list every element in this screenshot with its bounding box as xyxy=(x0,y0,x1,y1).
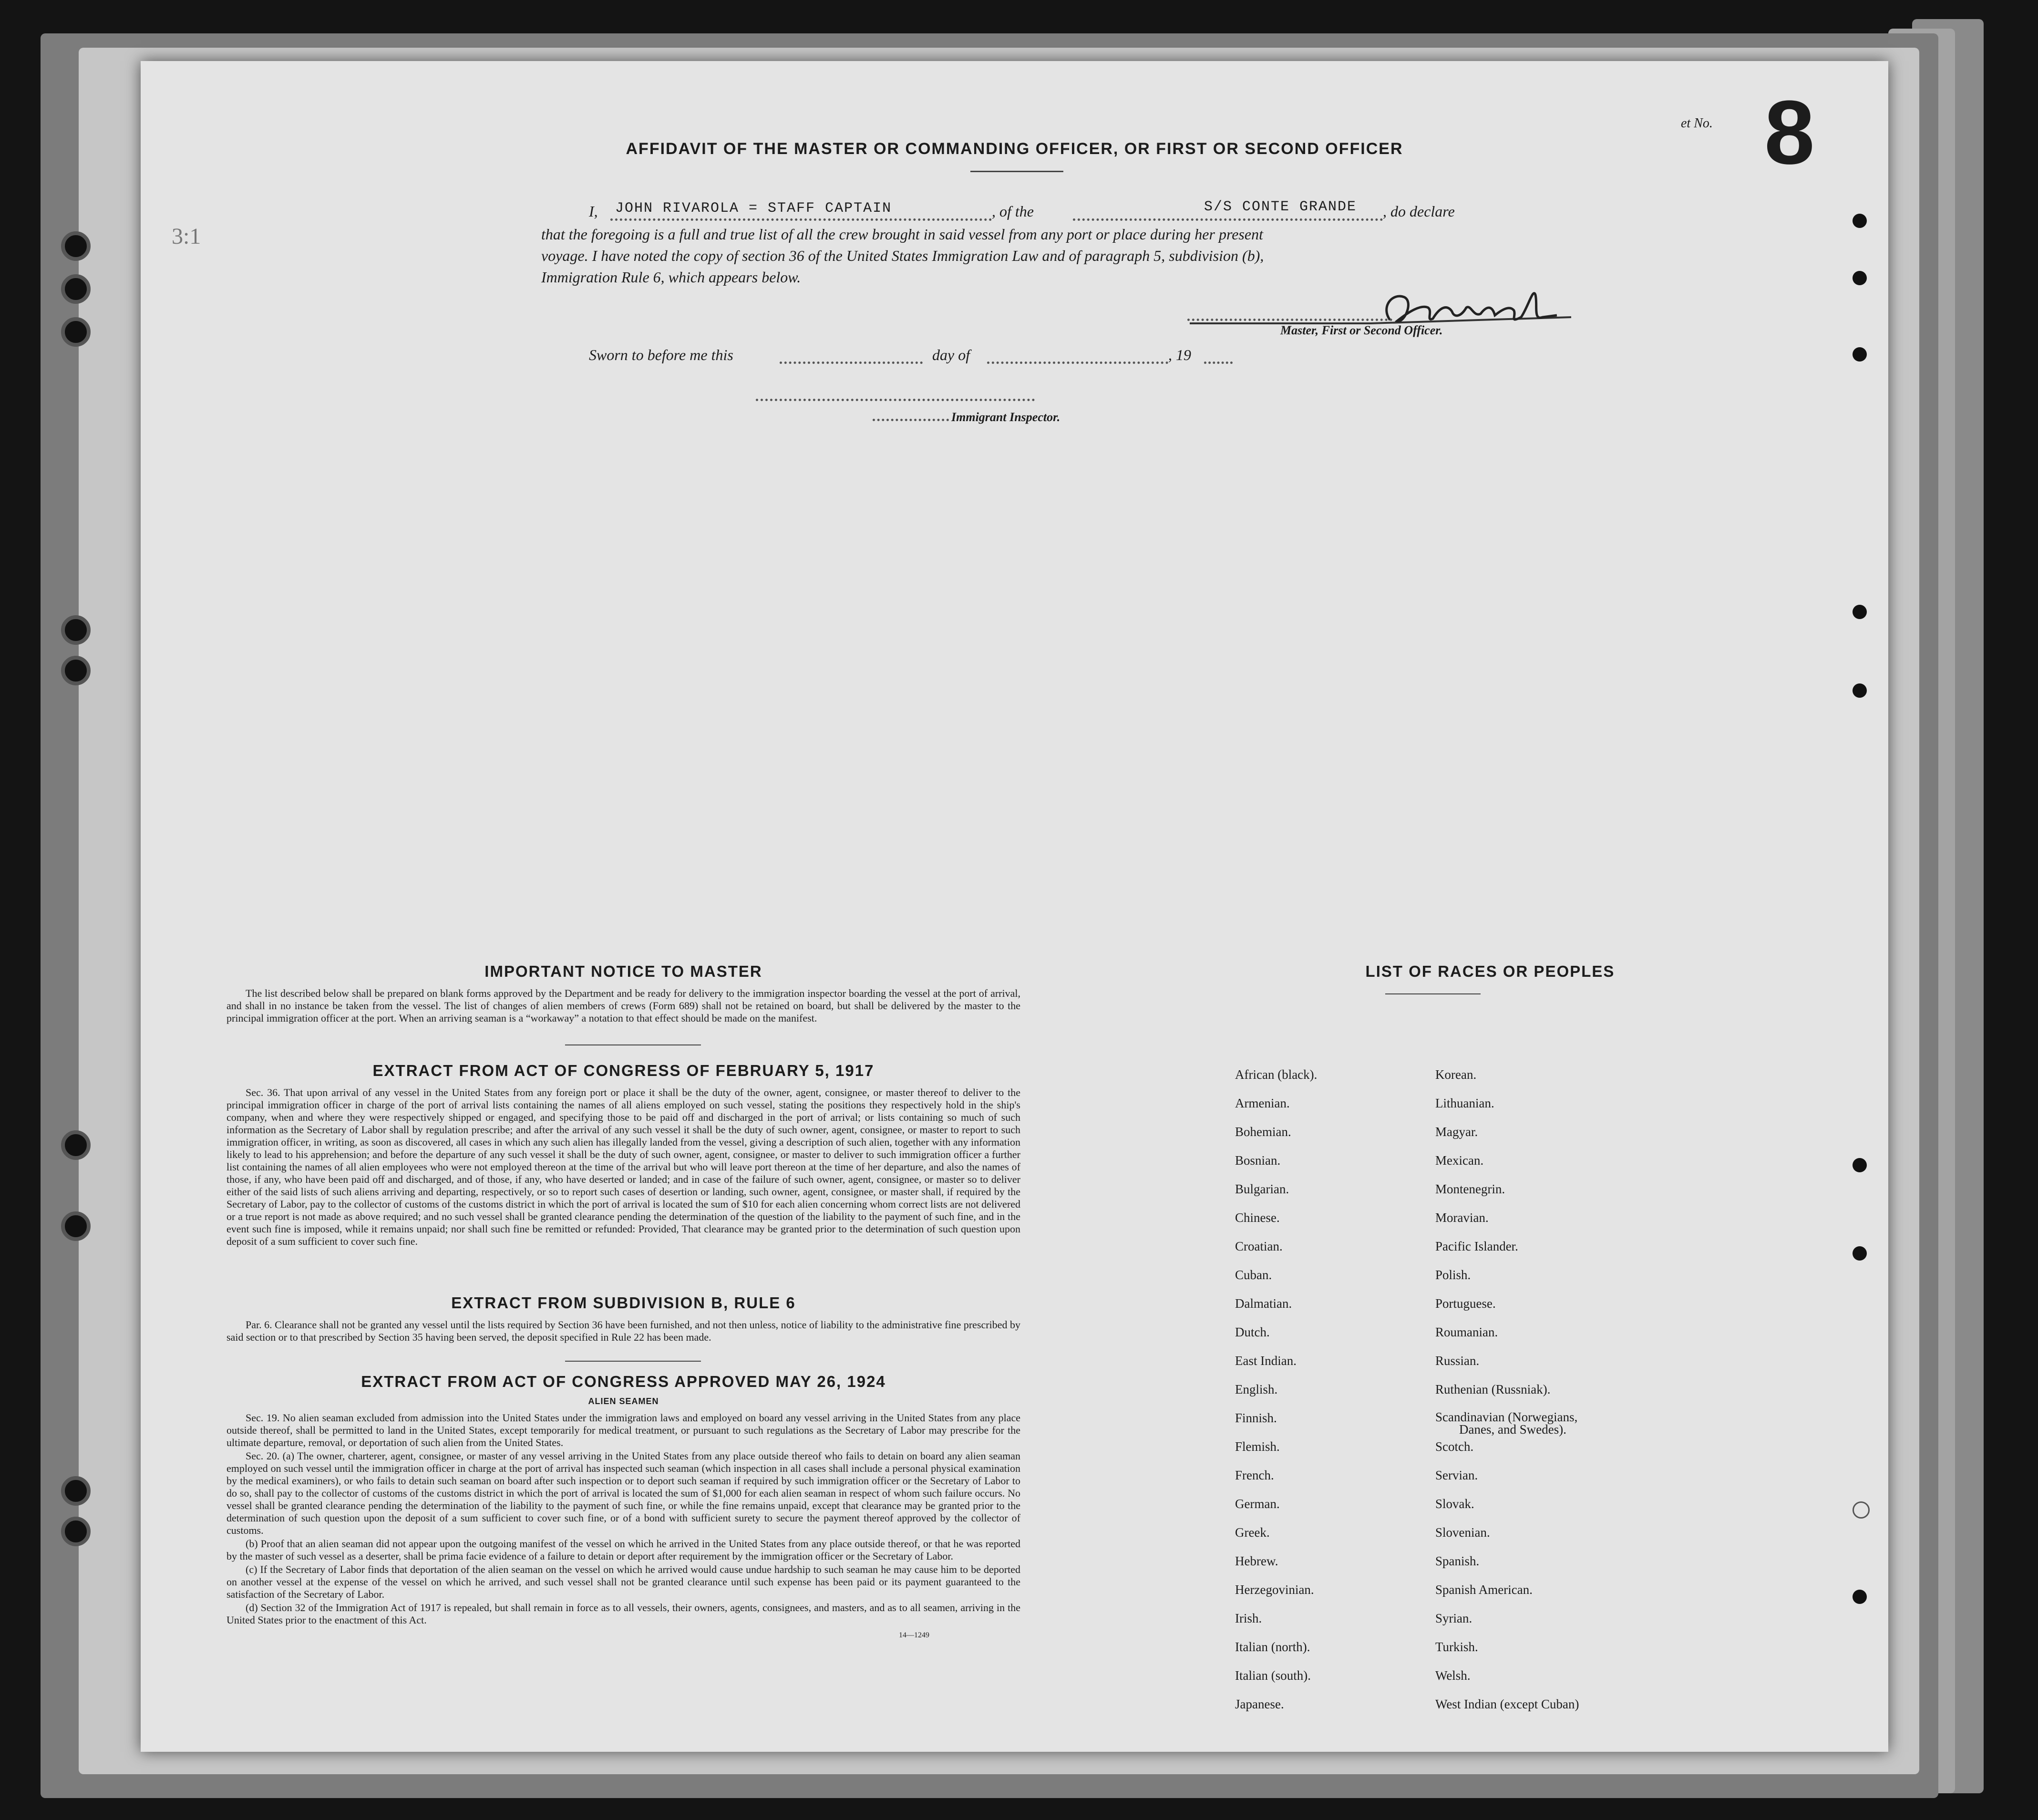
sworn-text: Sworn to before me this xyxy=(589,346,733,363)
sec-20d-text: (d) Section 32 of the Immigration Act of 1917 is repealed, but shall remain in force as to all vessels, their owners, agents, consignees, and masters, and as to all seamen, arriving in the United States prior to the enactment of this Act. xyxy=(226,1602,1020,1626)
affidavit-intro: I, xyxy=(589,203,598,220)
race-item: Dalmatian. xyxy=(1235,1296,1292,1311)
extract-1924-title: EXTRACT FROM ACT OF CONGRESS APPROVED MAY 26, 1924 xyxy=(361,1373,886,1390)
manifest-sheet xyxy=(141,61,1888,1752)
race-item: Turkish. xyxy=(1435,1640,1478,1654)
extract-1917-body: Sec. 36. That upon arrival of any vessel in the United States from any foreign port or place it shall be the duty of the owner, agent, consignee, or master thereof to deliver to the principal immigration officer in charge of the port of arrival lists containing the names of all aliens employed on such vessel, stating the positions they respectively hold in the ship's company, when and where they were respectively shipped or engaged, and specifying those to be paid off and discharged in the port of arrival; or lists containing so much of such information as the Secretary of Labor shall by regulation prescribe; and after the arrival of any such vessel it shall be the duty of such owner, agent, consignee, or master to report to such immigration officer, in writing, as soon as discovered, all cases in which any such alien has illegally landed from the vessel, giving a description of such alien, together with any information likely to lead to his apprehension; and before the departure of any such vessel it shall be the duty of such owner, agent, consignee, or master to deliver to such immigration officer a further list containing the names of all alien employees who were not employed thereon at the time of the arrival but who will leave port thereon at the time of her departure, and also the names of those, if any, who have been paid off and discharged, and of those, if any, who have deserted or landed; and in case of the failure of such owner, agent, consignee, or master so to deliver either of the said lists of such aliens arriving and departing, respectively, or so to report such cases of desertion or landing, such owner, agent, consignee, or master shall, if required by the Secretary of Labor, pay to the collector of customs of the customs district in which the port of arrival is located the sum of $10 for each alien concerning whom correct lists are not delivered or a true report is not made as above required; and no such vessel shall be granted clearance pending the determination of the question of the liability to the payment of such fine, and in the event such fine is imposed, while it remains unpaid; nor shall such fine be remitted or refunded: Provided, That clearance may be granted prior to the determination of such question upon deposit of a sum sufficient to cover such fine. xyxy=(226,1086,1020,1247)
signature-dotted-line xyxy=(1187,319,1392,321)
race-item xyxy=(1435,1411,1579,1439)
race-item: Bosnian. xyxy=(1235,1153,1281,1168)
races-title: LIST OF RACES OR PEOPLES xyxy=(1365,962,1615,980)
race-item: Hebrew. xyxy=(1235,1554,1278,1568)
race-item: Welsh. xyxy=(1435,1668,1471,1683)
binder-hole xyxy=(61,317,91,347)
extract-1924-subtitle: ALIEN SEAMEN xyxy=(588,1396,659,1406)
race-item: Italian (north). xyxy=(1235,1640,1310,1654)
binder-hole xyxy=(61,231,91,261)
race-item: Italian (south). xyxy=(1235,1668,1311,1683)
sec-20b-text: (b) Proof that an alien seaman did not appear upon the outgoing manifest of the vessel on which he arrived in the United States from any place outside thereof, or that he was reported by the master of such vessel as a deserter, shall be prima facie evidence of a failure to detain or deport after requirement by the immigration officer or the Secretary of Labor. xyxy=(226,1538,1020,1562)
race-item-label: Scandinavian (Norwegians, xyxy=(1435,1410,1578,1424)
binder-hole xyxy=(1853,214,1867,228)
race-item: Herzegovinian. xyxy=(1235,1582,1314,1597)
race-item: African (black). xyxy=(1235,1067,1317,1082)
affidavit-title-rule xyxy=(970,171,1063,172)
affidavit-line-2: that the foregoing is a full and true list of all the crew brought in said vessel from any port or place during her present xyxy=(541,226,1263,243)
race-item: Polish. xyxy=(1435,1268,1471,1282)
sheet-number: 8 xyxy=(1764,82,1815,183)
race-item: Scotch. xyxy=(1435,1439,1474,1454)
binder-hole xyxy=(61,1517,91,1546)
race-item: Chinese. xyxy=(1235,1210,1280,1225)
inspector-caption: Immigrant Inspector. xyxy=(951,410,1060,424)
notice-title: IMPORTANT NOTICE TO MASTER xyxy=(484,962,762,980)
binder-hole xyxy=(1853,1590,1867,1604)
signature-caption: Master, First or Second Officer. xyxy=(1280,323,1443,337)
binder-hole xyxy=(1853,347,1867,362)
race-item: West Indian (except Cuban) xyxy=(1435,1697,1579,1711)
affidavit-line-3: voyage. I have noted the copy of section 36 of the United States Immigration Law and of paragraph 5, subdivision (b), xyxy=(541,247,1264,264)
sworn-day-line xyxy=(780,362,923,364)
race-item: Greek. xyxy=(1235,1525,1270,1540)
race-item: Magyar. xyxy=(1435,1125,1478,1139)
binder-hole xyxy=(61,274,91,304)
sec-20a-text: Sec. 20. (a) The owner, charterer, agent, consignee, or master of any vessel arriving in the United States from any place outside thereof who fails to detain on board any alien seaman employed on such vessel until the immigration officer in charge at the port of arrival has inspected such seaman (which inspection in all cases shall include a personal physical examination by the medical examiners), or who fails to detain such seaman on board after such inspection or to deport such seaman if required by such immigration officer or the Secretary of Labor to do so, shall pay to the collector of customs of the customs district in which the port of arrival is located the sum of $1,000 for each alien seaman in respect of whom such failure occurs. No vessel shall be granted clearance pending the determination of the liability to the payment of such fine, or while the fine remains unpaid, except that clearance may be granted prior to the determination of such question upon the deposit of a sum sufficient to cover such fine, or of a bond with sufficient surety to secure the payment thereof approved by the collector of customs. xyxy=(226,1450,1020,1536)
do-declare-text: , do declare xyxy=(1383,203,1455,220)
extract-1917-title: EXTRACT FROM ACT OF CONGRESS OF FEBRUARY 5, 1917 xyxy=(372,1062,875,1079)
inspector-line xyxy=(756,399,1035,401)
races-column-1 xyxy=(1235,1067,1317,1726)
sheet-number-label: et No. xyxy=(1681,116,1713,131)
race-item: Lithuanian. xyxy=(1435,1096,1494,1110)
binder-hole xyxy=(1853,605,1867,619)
race-item: Syrian. xyxy=(1435,1611,1472,1625)
race-item: Bulgarian. xyxy=(1235,1182,1289,1196)
vessel-name-field: S/S CONTE GRANDE xyxy=(1204,199,1357,215)
race-item: Korean. xyxy=(1435,1067,1477,1082)
race-item: Montenegrin. xyxy=(1435,1182,1505,1196)
race-item: Bohemian. xyxy=(1235,1125,1291,1139)
form-number: 14—1249 xyxy=(899,1631,929,1639)
binder-hole xyxy=(1853,271,1867,285)
races-rule xyxy=(1385,993,1481,994)
vessel-dotted-line xyxy=(1073,218,1383,221)
race-item: Finnish. xyxy=(1235,1411,1277,1425)
binder-hole xyxy=(1853,1501,1870,1519)
race-item: Mexican. xyxy=(1435,1153,1484,1168)
races-column-2 xyxy=(1435,1067,1579,1726)
affidavit-line-4: Immigration Rule 6, which appears below. xyxy=(541,269,801,286)
inspector-line-short xyxy=(873,419,949,421)
binder-hole xyxy=(61,1476,91,1506)
race-item: English. xyxy=(1235,1382,1278,1396)
notice-body: The list described below shall be prepared on blank forms approved by the Department and be ready for delivery to the immigration inspector boarding the vessel at the port of arrival, and shall in no instance be taken from the vessel. The list of changes of alien members of crews (Form 689) shall not be retained on board, but shall be delivered by the master to the principal immigration officer at the port. When an arriving seaman is a “workaway” a notation to that effect should be made on the manifest. xyxy=(226,987,1020,1024)
officer-name-field: JOHN RIVAROLA = STAFF CAPTAIN xyxy=(615,200,892,217)
binder-hole xyxy=(1853,683,1867,698)
margin-mark: 3:1 xyxy=(172,224,201,249)
race-item: East Indian. xyxy=(1235,1354,1297,1368)
race-item-continuation: Danes, and Swedes). xyxy=(1459,1422,1566,1437)
extract-1924-body xyxy=(226,1412,1020,1627)
name-dotted-line xyxy=(610,218,992,221)
race-item: Servian. xyxy=(1435,1468,1478,1482)
race-item: Portuguese. xyxy=(1435,1296,1496,1311)
race-item: Roumanian. xyxy=(1435,1325,1498,1339)
sec-20c-text: (c) If the Secretary of Labor finds that deportation of the alien seaman on the vessel on which he arrived would cause undue hardship to such seaman he may cause him to be deported on another vessel at the expense of the vessel on which he arrived, and such vessel shall not be granted clearance until such expense has been paid or its payment guaranteed to the satisfaction of the Secretary of Labor. xyxy=(226,1563,1020,1600)
race-item: Flemish. xyxy=(1235,1439,1280,1454)
race-item: Pacific Islander. xyxy=(1435,1239,1518,1253)
race-item: Spanish American. xyxy=(1435,1582,1533,1597)
year-text: , 19 xyxy=(1168,346,1191,363)
race-item: Moravian. xyxy=(1435,1210,1489,1225)
binder-hole xyxy=(1853,1246,1867,1261)
race-item: Croatian. xyxy=(1235,1239,1283,1253)
race-item: Slovenian. xyxy=(1435,1525,1490,1540)
race-item: Russian. xyxy=(1435,1354,1480,1368)
race-item: Cuban. xyxy=(1235,1268,1272,1282)
race-item: Armenian. xyxy=(1235,1096,1290,1110)
race-item: Dutch. xyxy=(1235,1325,1270,1339)
race-item: Irish. xyxy=(1235,1611,1262,1625)
binder-hole xyxy=(61,1130,91,1160)
race-item: Japanese. xyxy=(1235,1697,1284,1711)
affidavit-title: AFFIDAVIT OF THE MASTER OR COMMANDING OFFICER, OR FIRST OR SECOND OFFICER xyxy=(626,140,1403,158)
binder-hole xyxy=(61,615,91,645)
rule6-rule xyxy=(565,1361,701,1362)
race-item: Slovak. xyxy=(1435,1497,1474,1511)
race-item: Ruthenian (Russniak). xyxy=(1435,1382,1551,1396)
binder-hole xyxy=(61,656,91,685)
sec-19-text: Sec. 19. No alien seaman excluded from admission into the United States under the immigration laws and employed on board any vessel arriving in the United States from any place outside thereof, shall be permitted to land in the United States, except temporarily for medical treatment, or pursuant to such regulations as the Secretary of Labor may prescribe for the ultimate departure, removal, or deportation of such alien from the United States. xyxy=(226,1412,1020,1448)
rule6-body: Par. 6. Clearance shall not be granted any vessel until the lists required by Section 36 have been furnished, and not then unless, notice of liability to the administrative fine prescribed by said section or to that prescribed by Section 35 having been served, the deposit specified in Rule 22 has been made. xyxy=(226,1319,1020,1343)
rule6-title: EXTRACT FROM SUBDIVISION B, RULE 6 xyxy=(451,1294,796,1312)
sworn-month-line xyxy=(987,362,1168,364)
day-of-text: day of xyxy=(932,346,970,363)
of-the-text: , of the xyxy=(992,203,1034,220)
race-item: German. xyxy=(1235,1497,1280,1511)
race-item: French. xyxy=(1235,1468,1274,1482)
binder-hole xyxy=(61,1211,91,1241)
notice-rule xyxy=(565,1044,701,1045)
race-item: Spanish. xyxy=(1435,1554,1480,1568)
binder-hole xyxy=(1853,1158,1867,1172)
sworn-year-line xyxy=(1204,362,1233,364)
